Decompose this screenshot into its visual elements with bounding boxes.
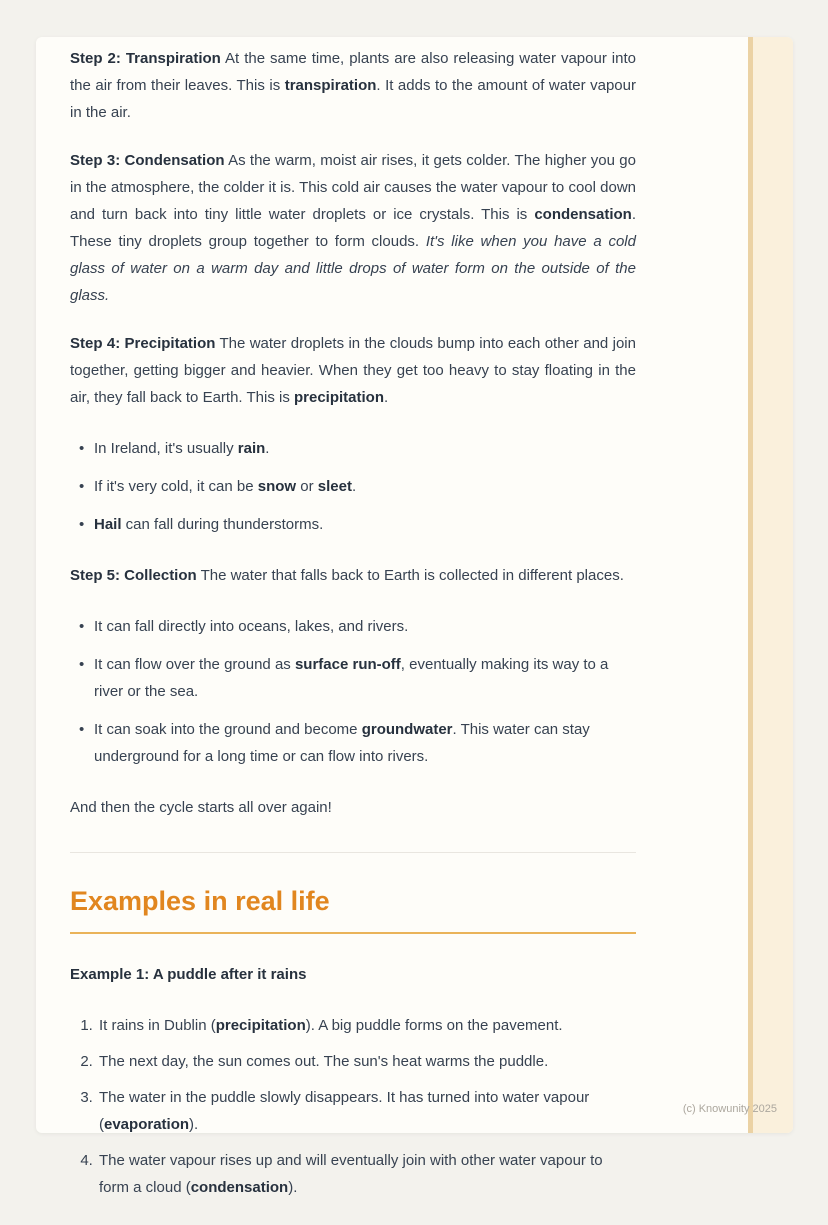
text-run: The water that falls back to Earth is collected in different places. bbox=[196, 567, 624, 584]
step-5-paragraph bbox=[70, 562, 636, 589]
text-run: , eventually making its way to a river or the sea. bbox=[94, 656, 609, 700]
text-run: The water droplets in the clouds bump into each other and join together, getting bigger and heavier. When they get too heavy to stay floating in the air, they fall back to Earth. This is bbox=[70, 335, 636, 406]
cycle-restart-paragraph bbox=[70, 794, 636, 821]
bold-text: evaporation bbox=[104, 1116, 190, 1133]
text-run: ). bbox=[189, 1116, 199, 1133]
text-run: In Ireland, it's usually bbox=[94, 440, 238, 457]
text-run: can fall during thunderstorms. bbox=[121, 516, 324, 533]
examples-section-heading: Examples in real life bbox=[70, 885, 636, 934]
copyright-watermark: (c) Knowunity 2025 bbox=[682, 1103, 777, 1115]
example-1-steps-list bbox=[70, 1012, 636, 1201]
text-run: ). A big puddle forms on the pavement. bbox=[305, 1017, 563, 1034]
text-run: . bbox=[265, 440, 270, 457]
text-run: The next day, the sun comes out. The sun's heat warms the puddle. bbox=[99, 1053, 549, 1070]
step-3-paragraph bbox=[70, 147, 636, 309]
text-run: It can flow over the ground as bbox=[94, 656, 295, 673]
bold-text: Step 3: Condensation bbox=[70, 152, 225, 169]
text-run: ). bbox=[288, 1179, 298, 1196]
text-run: . These tiny droplets group together to form clouds. bbox=[70, 206, 636, 250]
text-run: And then the cycle starts all over again! bbox=[70, 799, 332, 816]
collection-places-list bbox=[70, 613, 636, 770]
list-item bbox=[97, 1012, 636, 1039]
list-item bbox=[94, 511, 636, 538]
italic-text: It's like when you have a cold glass of water on a warm day and little drops of water form on the outside of the glass. bbox=[70, 233, 636, 304]
step-2-paragraph bbox=[70, 45, 636, 126]
bold-text: Step 5: Collection bbox=[70, 567, 197, 584]
text-run: . It adds to the amount of water vapour in the air. bbox=[70, 77, 636, 121]
text-run: . This water can stay underground for a long time or can flow into rivers. bbox=[94, 721, 590, 765]
text-run: . bbox=[352, 478, 357, 495]
precipitation-types-list bbox=[70, 435, 636, 538]
bold-text: condensation bbox=[534, 206, 632, 223]
page-content bbox=[70, 37, 636, 1225]
text-run: The water vapour rises up and will eventually join with other water vapour to form a cloud ( bbox=[99, 1152, 603, 1196]
text-run: If it's very cold, it can be bbox=[94, 478, 258, 495]
text-run: As the warm, moist air rises, it gets colder. The higher you go in the atmosphere, the colder it is. This cold air causes the water vapour to cool down and turn back into tiny little water droplets or ice crystals. This is bbox=[70, 152, 636, 223]
text-run: It can soak into the ground and become bbox=[94, 721, 362, 738]
bold-text: Hail bbox=[94, 516, 122, 533]
bold-text: Step 4: Precipitation bbox=[70, 335, 216, 352]
bold-text: surface run-off bbox=[294, 656, 401, 673]
step-4-paragraph bbox=[70, 330, 636, 411]
divider bbox=[70, 852, 636, 853]
list-item bbox=[94, 473, 636, 500]
bold-text: sleet bbox=[317, 478, 352, 495]
example-1-heading: Example 1: A puddle after it rains bbox=[70, 966, 307, 983]
list-item bbox=[97, 1147, 636, 1201]
page-edge-decoration bbox=[748, 37, 793, 1133]
list-item bbox=[94, 651, 636, 705]
list-item bbox=[97, 1048, 636, 1075]
text-run: It can fall directly into oceans, lakes, and rivers. bbox=[94, 618, 409, 635]
bold-text: condensation bbox=[190, 1179, 289, 1196]
bold-text: Step 2: Transpiration bbox=[70, 50, 221, 67]
bold-text: transpiration bbox=[284, 77, 377, 94]
text-run: or bbox=[296, 478, 318, 495]
list-item bbox=[94, 716, 636, 770]
text-run: . bbox=[384, 389, 389, 406]
list-item bbox=[94, 435, 636, 462]
bold-text: precipitation bbox=[294, 389, 385, 406]
bold-text: rain bbox=[237, 440, 266, 457]
text-run: It rains in Dublin ( bbox=[99, 1017, 216, 1034]
list-item bbox=[94, 613, 636, 640]
bold-text: snow bbox=[257, 478, 297, 495]
bold-text: groundwater bbox=[361, 721, 453, 738]
list-item bbox=[97, 1084, 636, 1138]
text-run: At the same time, plants are also releasing water vapour into the air from their leaves. This is bbox=[70, 50, 636, 94]
bold-text: precipitation bbox=[215, 1017, 306, 1034]
text-run: The water in the puddle slowly disappears. It has turned into water vapour ( bbox=[99, 1089, 590, 1133]
document-page bbox=[36, 37, 793, 1196]
